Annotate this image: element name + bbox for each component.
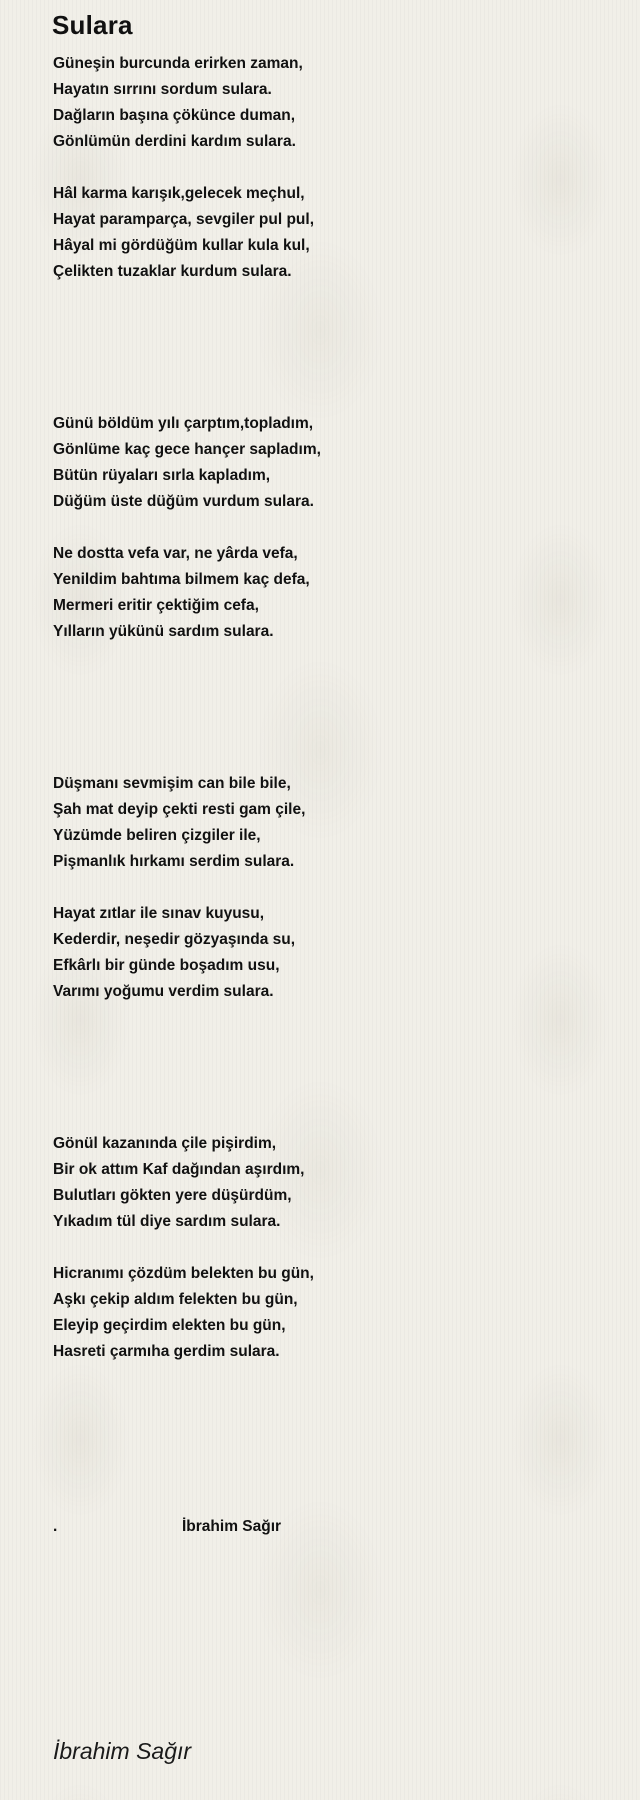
poem-line: Efkârlı bir günde boşadım usu,: [53, 957, 280, 974]
poem-line: Çelikten tuzaklar kurdum sulara.: [53, 263, 292, 280]
author-footer: İbrahim Sağır: [53, 1738, 192, 1764]
poem-line: Ne dostta vefa var, ne yârda vefa,: [53, 545, 298, 562]
poem-line: Bulutları gökten yere düşürdüm,: [53, 1187, 292, 1204]
poem-line: Hâl karma karışık,gelecek meçhul,: [53, 185, 305, 202]
poem-line: Bütün rüyaları sırla kapladım,: [53, 467, 271, 484]
poem-line: Hasreti çarmıha gerdim sulara.: [53, 1343, 280, 1360]
poem-line: Bir ok attım Kaf dağından aşırdım,: [53, 1161, 305, 1178]
poem-line: Günü böldüm yılı çarptım,topladım,: [53, 415, 314, 432]
poem-title: Sulara: [52, 10, 133, 40]
signature-name: İbrahim Sağır: [182, 1518, 282, 1535]
poem-line: Düşmanı sevmişim can bile bile,: [53, 775, 291, 792]
poem-line: Gönlümün derdini kardım sulara.: [53, 133, 296, 150]
poem-line: Yıkadım tül diye sardım sulara.: [53, 1213, 281, 1230]
poem-line: Hayatın sırrını sordum sulara.: [53, 81, 272, 98]
poem-line: Pişmanlık hırkamı serdim sulara.: [53, 853, 295, 870]
poem-line: Yılların yükünü sardım sulara.: [53, 623, 274, 640]
poem-line: Güneşin burcunda erirken zaman,: [53, 55, 303, 72]
poem-line: Hayat paramparça, sevgiler pul pul,: [53, 211, 315, 228]
poem-line: Kederdir, neşedir gözyaşında su,: [53, 931, 296, 948]
poem-line: Şah mat deyip çekti resti gam çile,: [53, 801, 306, 818]
poem-line: Gönül kazanında çile pişirdim,: [53, 1135, 277, 1152]
poem-line: Hicranımı çözdüm belekten bu gün,: [53, 1265, 314, 1282]
poem-line: Hâyal mi gördüğüm kullar kula kul,: [53, 237, 310, 254]
poem-line: Gönlüme kaç gece hançer sapladım,: [53, 441, 321, 458]
poem-line: Dağların başına çökünce duman,: [53, 107, 296, 124]
poem-line: Yenildim bahtıma bilmem kaç defa,: [53, 571, 310, 588]
poem-line: Yüzümde beliren çizgiler ile,: [53, 827, 261, 844]
poem-line: Varımı yoğumu verdim sulara.: [53, 983, 274, 1000]
poem-line: Düğüm üste düğüm vurdum sulara.: [53, 493, 314, 510]
poem-line: Eleyip geçirdim elekten bu gün,: [53, 1317, 286, 1334]
poem-line: Aşkı çekip aldım felekten bu gün,: [53, 1291, 298, 1308]
signature-dot: .: [53, 1518, 58, 1535]
poem-line: Mermeri eritir çektiğim cefa,: [53, 597, 259, 614]
poem-line: Hayat zıtlar ile sınav kuyusu,: [53, 905, 265, 922]
